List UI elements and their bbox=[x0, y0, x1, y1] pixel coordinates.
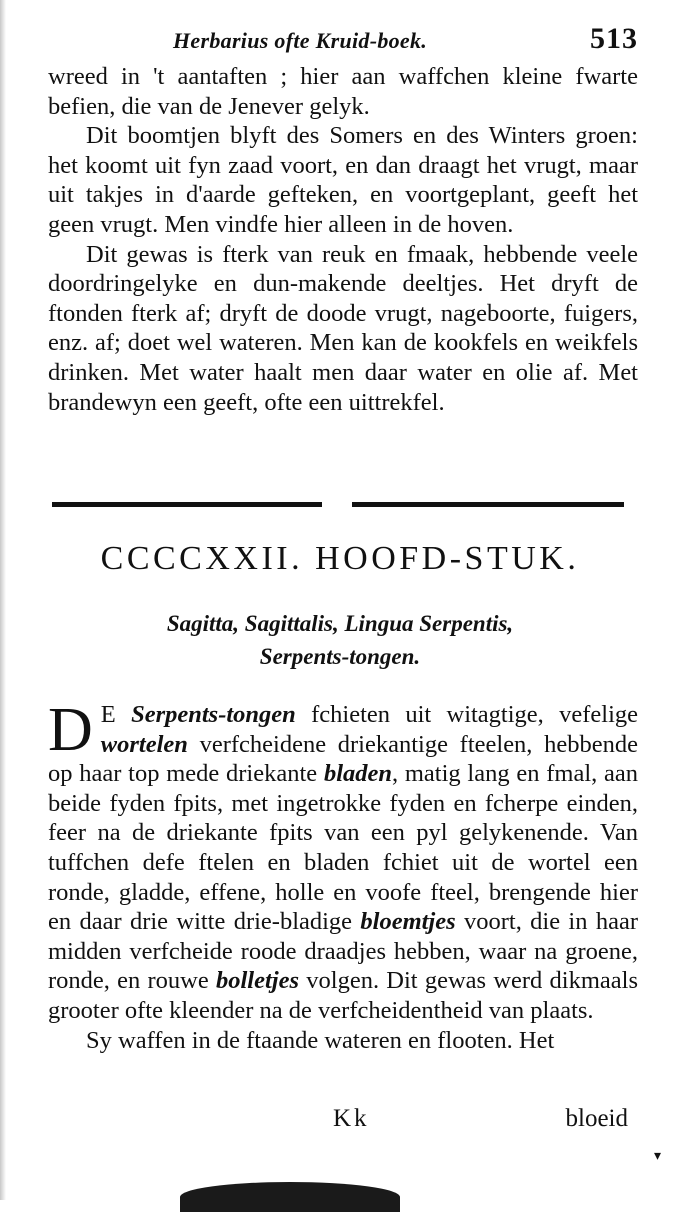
italic-term-serpents-tongen: Serpents-tongen bbox=[131, 701, 296, 728]
description-text-1: fchieten uit witagtige, vefelige bbox=[295, 701, 639, 728]
marginal-mark: ▾ bbox=[653, 1149, 661, 1164]
top-text-section bbox=[48, 62, 638, 417]
section-rule-right bbox=[352, 502, 624, 507]
section-rule-left bbox=[52, 502, 322, 507]
paragraph-habitat: Sy waffen in de ftaande wateren en flooten. Het bbox=[86, 1026, 555, 1054]
description-text-2: verfcheidene driekantige fteelen, hebbende op haar top mede driekante bbox=[48, 730, 638, 788]
drop-cap: D bbox=[48, 696, 93, 764]
page-footer bbox=[48, 1105, 648, 1135]
italic-term-bloemtjes: bloemtjes bbox=[360, 908, 456, 936]
chapter-heading: CCCCXXII. HOOFD-STUK. bbox=[100, 540, 580, 577]
italic-term-bladen: bladen bbox=[323, 760, 392, 788]
main-text-section bbox=[48, 696, 639, 1055]
catchword: bloeid bbox=[565, 1105, 628, 1132]
description-text-5: volgen. Dit gewas werd dikmaals grooter ofte kleender na de verfcheidentheid van plaats. bbox=[48, 967, 638, 1024]
plant-names-line-2: Serpents-tongen. bbox=[259, 644, 421, 669]
page-number: 513 bbox=[590, 22, 638, 55]
paragraph-properties: Dit gewas is fterk van reuk en fmaak, hebbende veele doordringelyke en dun-makende deeltjes. Het dryft de ftonden fterk af; dryft de doode vrugt, nageboorte, fuigers, enz. af; doet wel wateren. Men kan de kookfels en weikfels drinken. Met water haalt men daar water en olie af. Met brandewyn een geeft, ofte een uittrekfel. bbox=[48, 240, 638, 416]
italic-term-bolletjes: bolletjes bbox=[216, 967, 300, 995]
paragraph-growth: Dit boomtjen blyft des Somers en des Winters groen: het koomt uit fyn zaad voort, en dan draagt het vrugt, maar uit takjes in d'aarde gefteken, en voortgeplant, geeft het geen vrugt. Men vindfe hier alleen in de hoven. bbox=[48, 122, 638, 238]
page-edge-shadow bbox=[0, 0, 6, 1200]
binding-shadow bbox=[180, 1182, 400, 1212]
running-title: Herbarius ofte Kruid-boek. bbox=[173, 28, 428, 53]
paragraph-continuation: wreed in 't aantaften ; hier aan waffchen kleine fwarte befien, die van de Jenever gelyk. bbox=[48, 63, 638, 120]
plant-names bbox=[40, 607, 640, 673]
signature-mark: Kk bbox=[333, 1105, 370, 1132]
paragraph-description bbox=[48, 696, 639, 1026]
description-text-4: voort, die in haar midden verfcheide roode draadjes hebben, waar na groene, ronde, en rouwe bbox=[48, 908, 638, 995]
first-word-rest: E bbox=[100, 701, 116, 728]
italic-term-wortelen: wortelen bbox=[100, 730, 188, 758]
plant-names-line-1: Sagitta, Sagittalis, Lingua Serpentis, bbox=[166, 611, 514, 636]
page-header bbox=[48, 22, 648, 62]
description-text-3: , matig lang en fmal, aan beide fyden fpits, met ingetrokke fyden en fcherpe einden, feer na de driekante fpits van een pyl gelykenende. Van tuffchen defe ftelen en bladen fchiet uit de wortel een ronde, gladde, effene, holle en voofe fteel, brengende hier en daar drie witte drie-bladige bbox=[48, 760, 639, 936]
